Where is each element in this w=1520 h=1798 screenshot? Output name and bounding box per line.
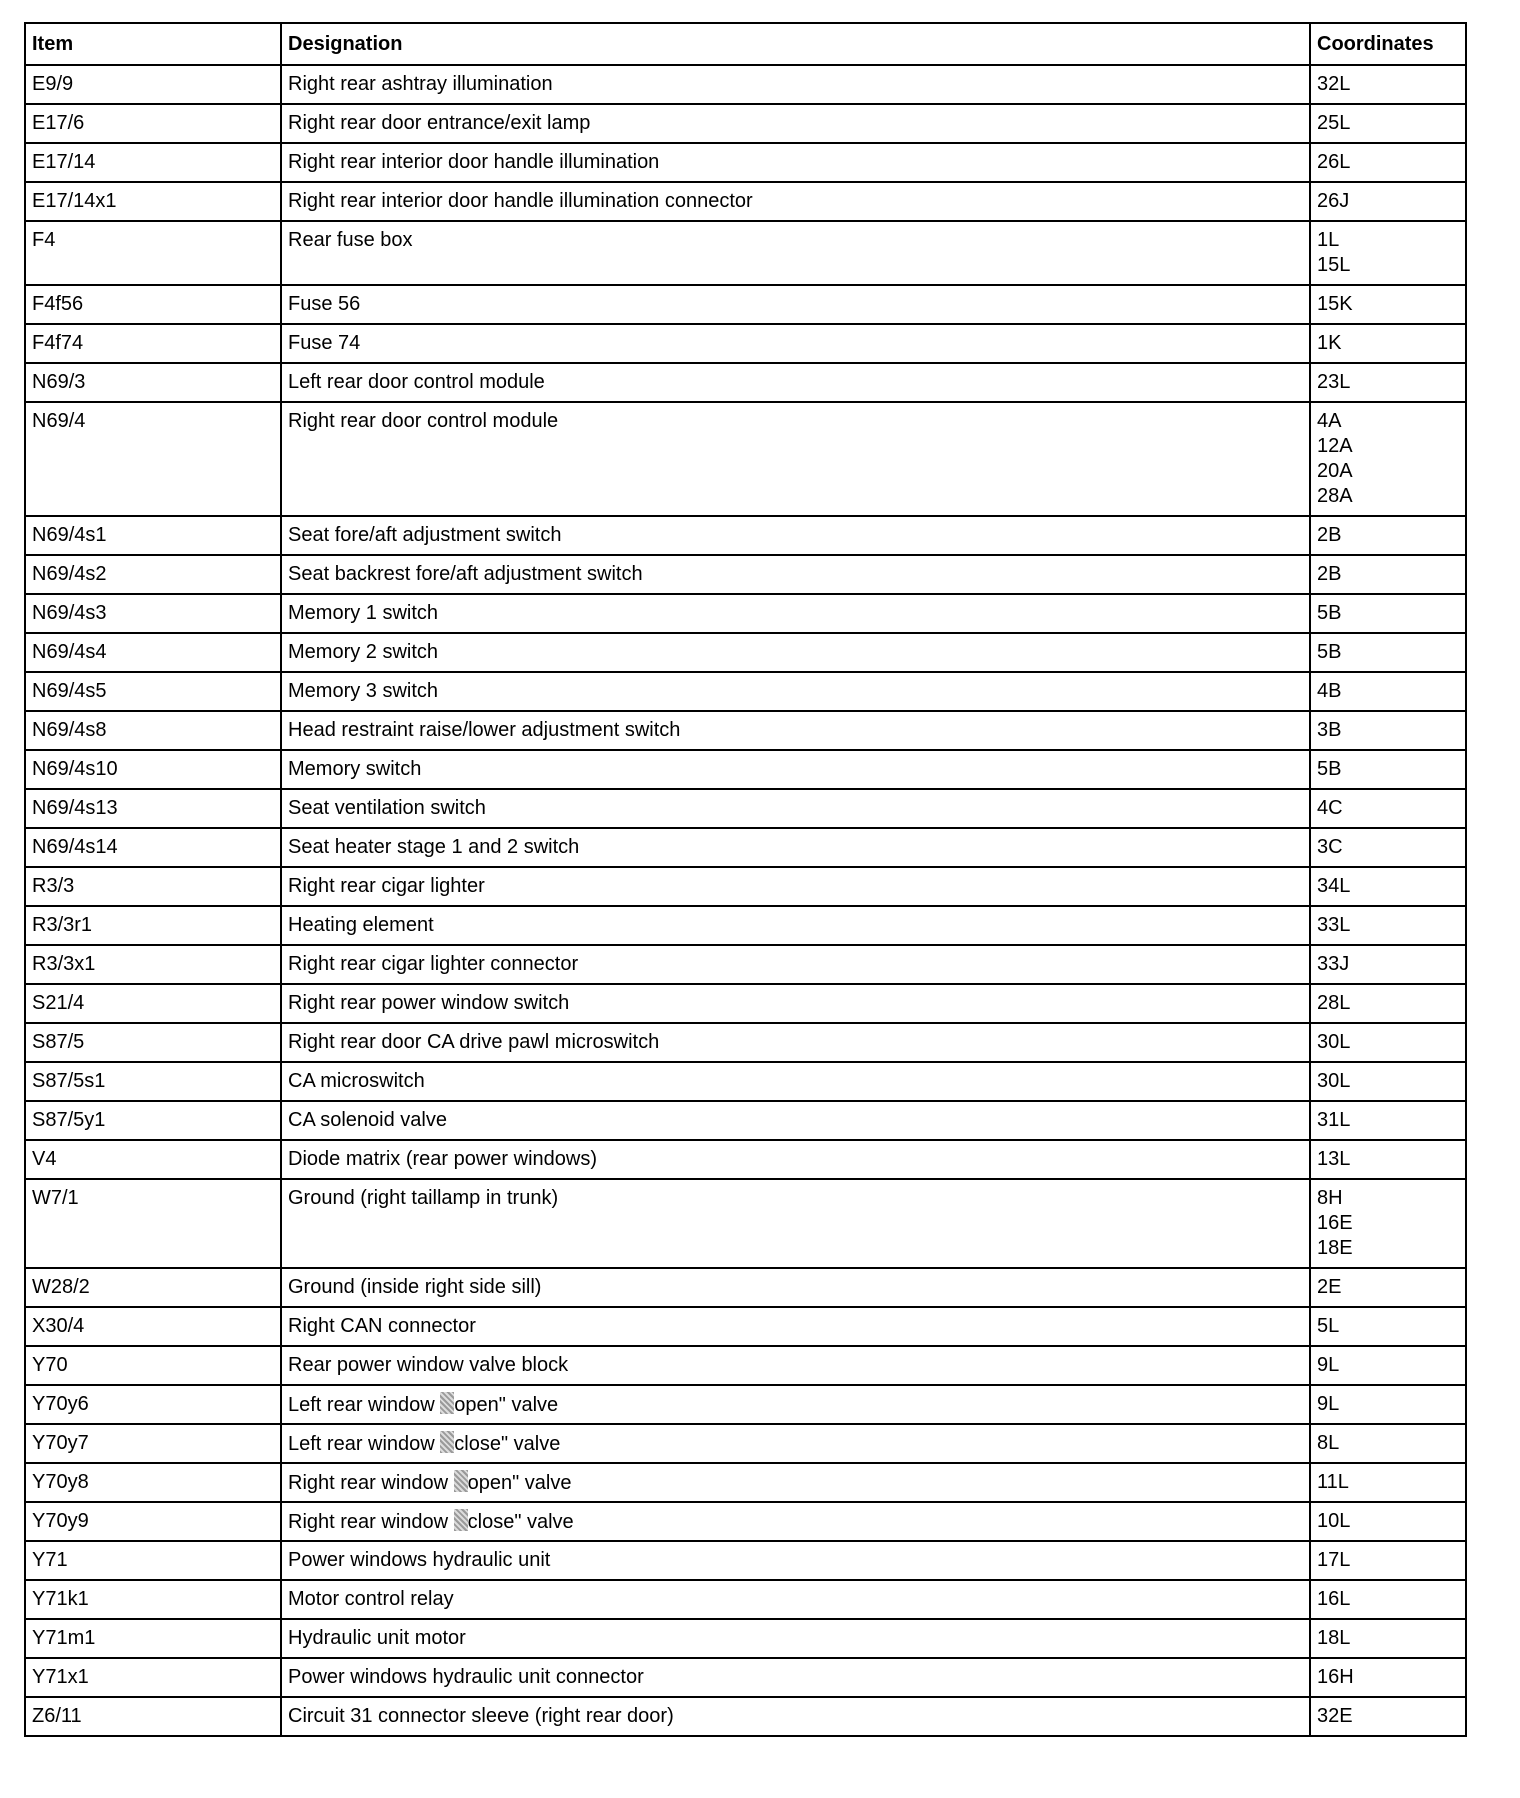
cell-coordinates [1310,1307,1466,1346]
table-row [25,1385,1466,1424]
designation-text: Left rear window [288,1394,441,1416]
cell-item: N69/4s3 [25,594,281,633]
cell-item: N69/4s14 [25,828,281,867]
cell-item: Y71k1 [25,1580,281,1619]
coordinate-value: 31L [1317,1109,1351,1131]
header-designation: Designation [281,23,1310,65]
coordinate-value: 15K [1317,293,1353,315]
unrendered-quote-glyph-icon [454,1470,468,1492]
table-row [25,1268,1466,1307]
designation-text: Circuit 31 connector sleeve (right rear door) [288,1705,674,1727]
designation-text: Rear power window valve block [288,1354,569,1376]
cell-coordinates [1310,1541,1466,1580]
coordinate-value: 1L [1317,229,1340,251]
designation-text-continued: open" valve [454,1394,559,1416]
coordinate-value: 26L [1317,151,1351,173]
cell-coordinates [1310,984,1466,1023]
coordinate-value: 3B [1317,719,1342,741]
cell-designation [281,182,1310,221]
cell-coordinates [1310,143,1466,182]
designation-text: Fuse 74 [288,332,361,354]
table-row [25,104,1466,143]
coordinate-value: 5L [1317,1315,1340,1337]
coordinate-value: 16E [1317,1212,1353,1234]
designation-text: Hydraulic unit motor [288,1627,466,1649]
cell-designation [281,143,1310,182]
designation-text: Memory 1 switch [288,602,439,624]
coordinate-value: 10L [1317,1510,1351,1532]
cell-item: W7/1 [25,1179,281,1268]
coordinate-value: 4B [1317,680,1342,702]
designation-text: Memory 2 switch [288,641,439,663]
coordinate-value: 5B [1317,641,1342,663]
cell-item: N69/4s10 [25,750,281,789]
table-row [25,221,1466,285]
cell-item: Y70y7 [25,1424,281,1463]
cell-designation [281,633,1310,672]
cell-item: E9/9 [25,65,281,104]
cell-item: S87/5y1 [25,1101,281,1140]
cell-designation [281,750,1310,789]
table-row [25,672,1466,711]
designation-text: Memory switch [288,758,422,780]
table-row [25,402,1466,516]
cell-designation [281,945,1310,984]
cell-coordinates [1310,867,1466,906]
cell-designation [281,711,1310,750]
coordinate-value: 9L [1317,1354,1340,1376]
cell-item: N69/3 [25,363,281,402]
cell-designation [281,516,1310,555]
designation-text: Seat heater stage 1 and 2 switch [288,836,580,858]
cell-designation [281,1101,1310,1140]
cell-coordinates [1310,1346,1466,1385]
cell-item: N69/4s13 [25,789,281,828]
cell-coordinates [1310,906,1466,945]
cell-designation [281,1023,1310,1062]
table-row [25,1101,1466,1140]
designation-text: Right rear door control module [288,410,559,432]
cell-item: Y70y6 [25,1385,281,1424]
designation-text: Right rear window [288,1511,454,1533]
cell-coordinates [1310,594,1466,633]
cell-coordinates [1310,828,1466,867]
coordinate-value: 33J [1317,953,1350,975]
cell-item: S21/4 [25,984,281,1023]
cell-item: F4f74 [25,324,281,363]
table-row [25,1697,1466,1736]
unrendered-quote-glyph-icon [440,1431,454,1453]
designation-text: Heating element [288,914,434,936]
coordinate-value: 2B [1317,524,1342,546]
table-row [25,1140,1466,1179]
cell-item: V4 [25,1140,281,1179]
cell-coordinates [1310,1101,1466,1140]
designation-text: Left rear window [288,1433,441,1455]
designation-text: Right rear interior door handle illumination [288,151,660,173]
coordinate-value: 30L [1317,1031,1351,1053]
coordinate-value: 3C [1317,836,1343,858]
coordinate-value: 28L [1317,992,1351,1014]
coordinate-value: 34L [1317,875,1351,897]
cell-designation [281,363,1310,402]
cell-coordinates [1310,1268,1466,1307]
component-legend-table [24,22,1467,1737]
designation-text: CA microswitch [288,1070,425,1092]
designation-text: Right rear cigar lighter [288,875,485,897]
cell-designation [281,1697,1310,1736]
cell-coordinates [1310,1062,1466,1101]
cell-designation [281,221,1310,285]
cell-designation [281,1268,1310,1307]
cell-item: R3/3r1 [25,906,281,945]
cell-designation [281,1062,1310,1101]
cell-item: R3/3x1 [25,945,281,984]
cell-designation [281,1658,1310,1697]
coordinate-value: 12A [1317,435,1353,457]
coordinate-value: 15L [1317,254,1351,276]
table-row [25,182,1466,221]
designation-text: Ground (inside right side sill) [288,1276,542,1298]
cell-item: Z6/11 [25,1697,281,1736]
designation-text-continued: close" valve [454,1433,561,1455]
cell-designation [281,906,1310,945]
designation-text: Fuse 56 [288,293,361,315]
header-coordinates: Coordinates [1310,23,1466,65]
cell-designation [281,984,1310,1023]
coordinate-value: 18L [1317,1627,1351,1649]
cell-coordinates [1310,1424,1466,1463]
cell-designation [281,65,1310,104]
designation-text: Head restraint raise/lower adjustment switch [288,719,681,741]
coordinate-value: 32L [1317,73,1351,95]
cell-coordinates [1310,711,1466,750]
cell-designation [281,672,1310,711]
table-row [25,324,1466,363]
cell-coordinates [1310,945,1466,984]
designation-text: Memory 3 switch [288,680,439,702]
cell-item: R3/3 [25,867,281,906]
table-row [25,1502,1466,1541]
cell-designation [281,828,1310,867]
cell-coordinates [1310,516,1466,555]
cell-item: E17/14x1 [25,182,281,221]
table-row [25,1463,1466,1502]
table-row [25,363,1466,402]
coordinate-value: 23L [1317,371,1351,393]
table-row [25,65,1466,104]
designation-text: Rear fuse box [288,229,413,251]
cell-coordinates [1310,1463,1466,1502]
coordinate-value: 17L [1317,1549,1351,1571]
cell-item: X30/4 [25,1307,281,1346]
designation-text: Right rear window [288,1472,454,1494]
table-row [25,789,1466,828]
table-row [25,1023,1466,1062]
table-row [25,516,1466,555]
cell-item: Y71m1 [25,1619,281,1658]
cell-coordinates [1310,324,1466,363]
table-body [25,65,1466,1736]
table-row [25,711,1466,750]
cell-designation [281,1619,1310,1658]
cell-item: N69/4s5 [25,672,281,711]
cell-designation [281,1307,1310,1346]
cell-item: N69/4 [25,402,281,516]
cell-coordinates [1310,1697,1466,1736]
cell-designation [281,104,1310,143]
cell-item: W28/2 [25,1268,281,1307]
coordinate-value: 1K [1317,332,1342,354]
coordinate-value: 5B [1317,758,1342,780]
designation-text: Diode matrix (rear power windows) [288,1148,597,1170]
table-row [25,828,1466,867]
coordinate-value: 16L [1317,1588,1351,1610]
table-row [25,285,1466,324]
cell-designation [281,1385,1310,1424]
cell-coordinates [1310,633,1466,672]
table-row [25,1658,1466,1697]
designation-text: Seat fore/aft adjustment switch [288,524,562,546]
designation-text: Right CAN connector [288,1315,476,1337]
cell-designation [281,285,1310,324]
coordinate-value: 2B [1317,563,1342,585]
designation-text-continued: open" valve [467,1472,572,1494]
coordinate-value: 32E [1317,1705,1353,1727]
unrendered-quote-glyph-icon [454,1509,468,1531]
cell-coordinates [1310,221,1466,285]
coordinate-value: 28A [1317,485,1353,507]
table-row [25,1619,1466,1658]
cell-coordinates [1310,555,1466,594]
table-row [25,1062,1466,1101]
table-row [25,750,1466,789]
table-row [25,1346,1466,1385]
cell-item: F4f56 [25,285,281,324]
cell-designation [281,555,1310,594]
designation-text-continued: close" valve [467,1511,574,1533]
table-row [25,1307,1466,1346]
cell-item: Y71x1 [25,1658,281,1697]
coordinate-value: 33L [1317,914,1351,936]
table-row [25,906,1466,945]
coordinate-value: 20A [1317,460,1353,482]
table-row [25,555,1466,594]
designation-text: Right rear ashtray illumination [288,73,553,95]
coordinate-value: 4C [1317,797,1343,819]
table-row [25,633,1466,672]
cell-designation [281,867,1310,906]
table-row [25,1541,1466,1580]
cell-coordinates [1310,1023,1466,1062]
cell-coordinates [1310,1619,1466,1658]
cell-item: S87/5 [25,1023,281,1062]
cell-designation [281,1140,1310,1179]
coordinate-value: 8L [1317,1432,1340,1454]
cell-designation [281,1463,1310,1502]
cell-designation [281,1541,1310,1580]
coordinate-value: 26J [1317,190,1350,212]
designation-text: Seat ventilation switch [288,797,486,819]
cell-item: N69/4s1 [25,516,281,555]
cell-item: N69/4s2 [25,555,281,594]
table-row [25,594,1466,633]
cell-item: S87/5s1 [25,1062,281,1101]
cell-coordinates [1310,104,1466,143]
table-row [25,984,1466,1023]
coordinate-value: 11L [1317,1471,1349,1493]
cell-item: N69/4s8 [25,711,281,750]
cell-designation [281,1346,1310,1385]
designation-text: Power windows hydraulic unit [288,1549,551,1571]
cell-item: E17/14 [25,143,281,182]
cell-coordinates [1310,1502,1466,1541]
cell-designation [281,1424,1310,1463]
cell-coordinates [1310,1385,1466,1424]
cell-coordinates [1310,1580,1466,1619]
cell-item: F4 [25,221,281,285]
coordinate-value: 2E [1317,1276,1342,1298]
cell-item: N69/4s4 [25,633,281,672]
designation-text: Ground (right taillamp in trunk) [288,1187,559,1209]
designation-text: Power windows hydraulic unit connector [288,1666,644,1688]
table-row [25,1179,1466,1268]
table-row [25,1580,1466,1619]
cell-coordinates [1310,182,1466,221]
designation-text: Motor control relay [288,1588,454,1610]
designation-text: Right rear door entrance/exit lamp [288,112,591,134]
cell-coordinates [1310,789,1466,828]
designation-text: Right rear door CA drive pawl microswitch [288,1031,660,1053]
cell-coordinates [1310,1179,1466,1268]
cell-designation [281,594,1310,633]
coordinate-value: 9L [1317,1393,1340,1415]
cell-coordinates [1310,402,1466,516]
coordinate-value: 30L [1317,1070,1351,1092]
cell-coordinates [1310,672,1466,711]
coordinate-value: 5B [1317,602,1342,624]
cell-coordinates [1310,750,1466,789]
table-row [25,867,1466,906]
table-row [25,1424,1466,1463]
coordinate-value: 25L [1317,112,1351,134]
cell-item: E17/6 [25,104,281,143]
designation-text: Seat backrest fore/aft adjustment switch [288,563,643,585]
cell-designation [281,789,1310,828]
cell-designation [281,324,1310,363]
header-row [25,23,1466,65]
table-row [25,945,1466,984]
cell-coordinates [1310,363,1466,402]
unrendered-quote-glyph-icon [440,1392,454,1414]
cell-designation [281,402,1310,516]
cell-item: Y70y8 [25,1463,281,1502]
designation-text: Right rear cigar lighter connector [288,953,579,975]
designation-text: CA solenoid valve [288,1109,447,1131]
coordinate-value: 18E [1317,1237,1353,1259]
cell-designation [281,1580,1310,1619]
cell-item: Y70y9 [25,1502,281,1541]
cell-coordinates [1310,285,1466,324]
header-item: Item [25,23,281,65]
designation-text: Right rear interior door handle illumination connector [288,190,753,212]
designation-text: Right rear power window switch [288,992,570,1014]
table-row [25,143,1466,182]
cell-coordinates [1310,1658,1466,1697]
cell-coordinates [1310,65,1466,104]
cell-designation [281,1179,1310,1268]
coordinate-value: 13L [1317,1148,1351,1170]
cell-item: Y70 [25,1346,281,1385]
cell-coordinates [1310,1140,1466,1179]
cell-designation [281,1502,1310,1541]
coordinate-value: 16H [1317,1666,1354,1688]
designation-text: Left rear door control module [288,371,545,393]
coordinate-value: 8H [1317,1187,1343,1209]
coordinate-value: 4A [1317,410,1342,432]
cell-item: Y71 [25,1541,281,1580]
